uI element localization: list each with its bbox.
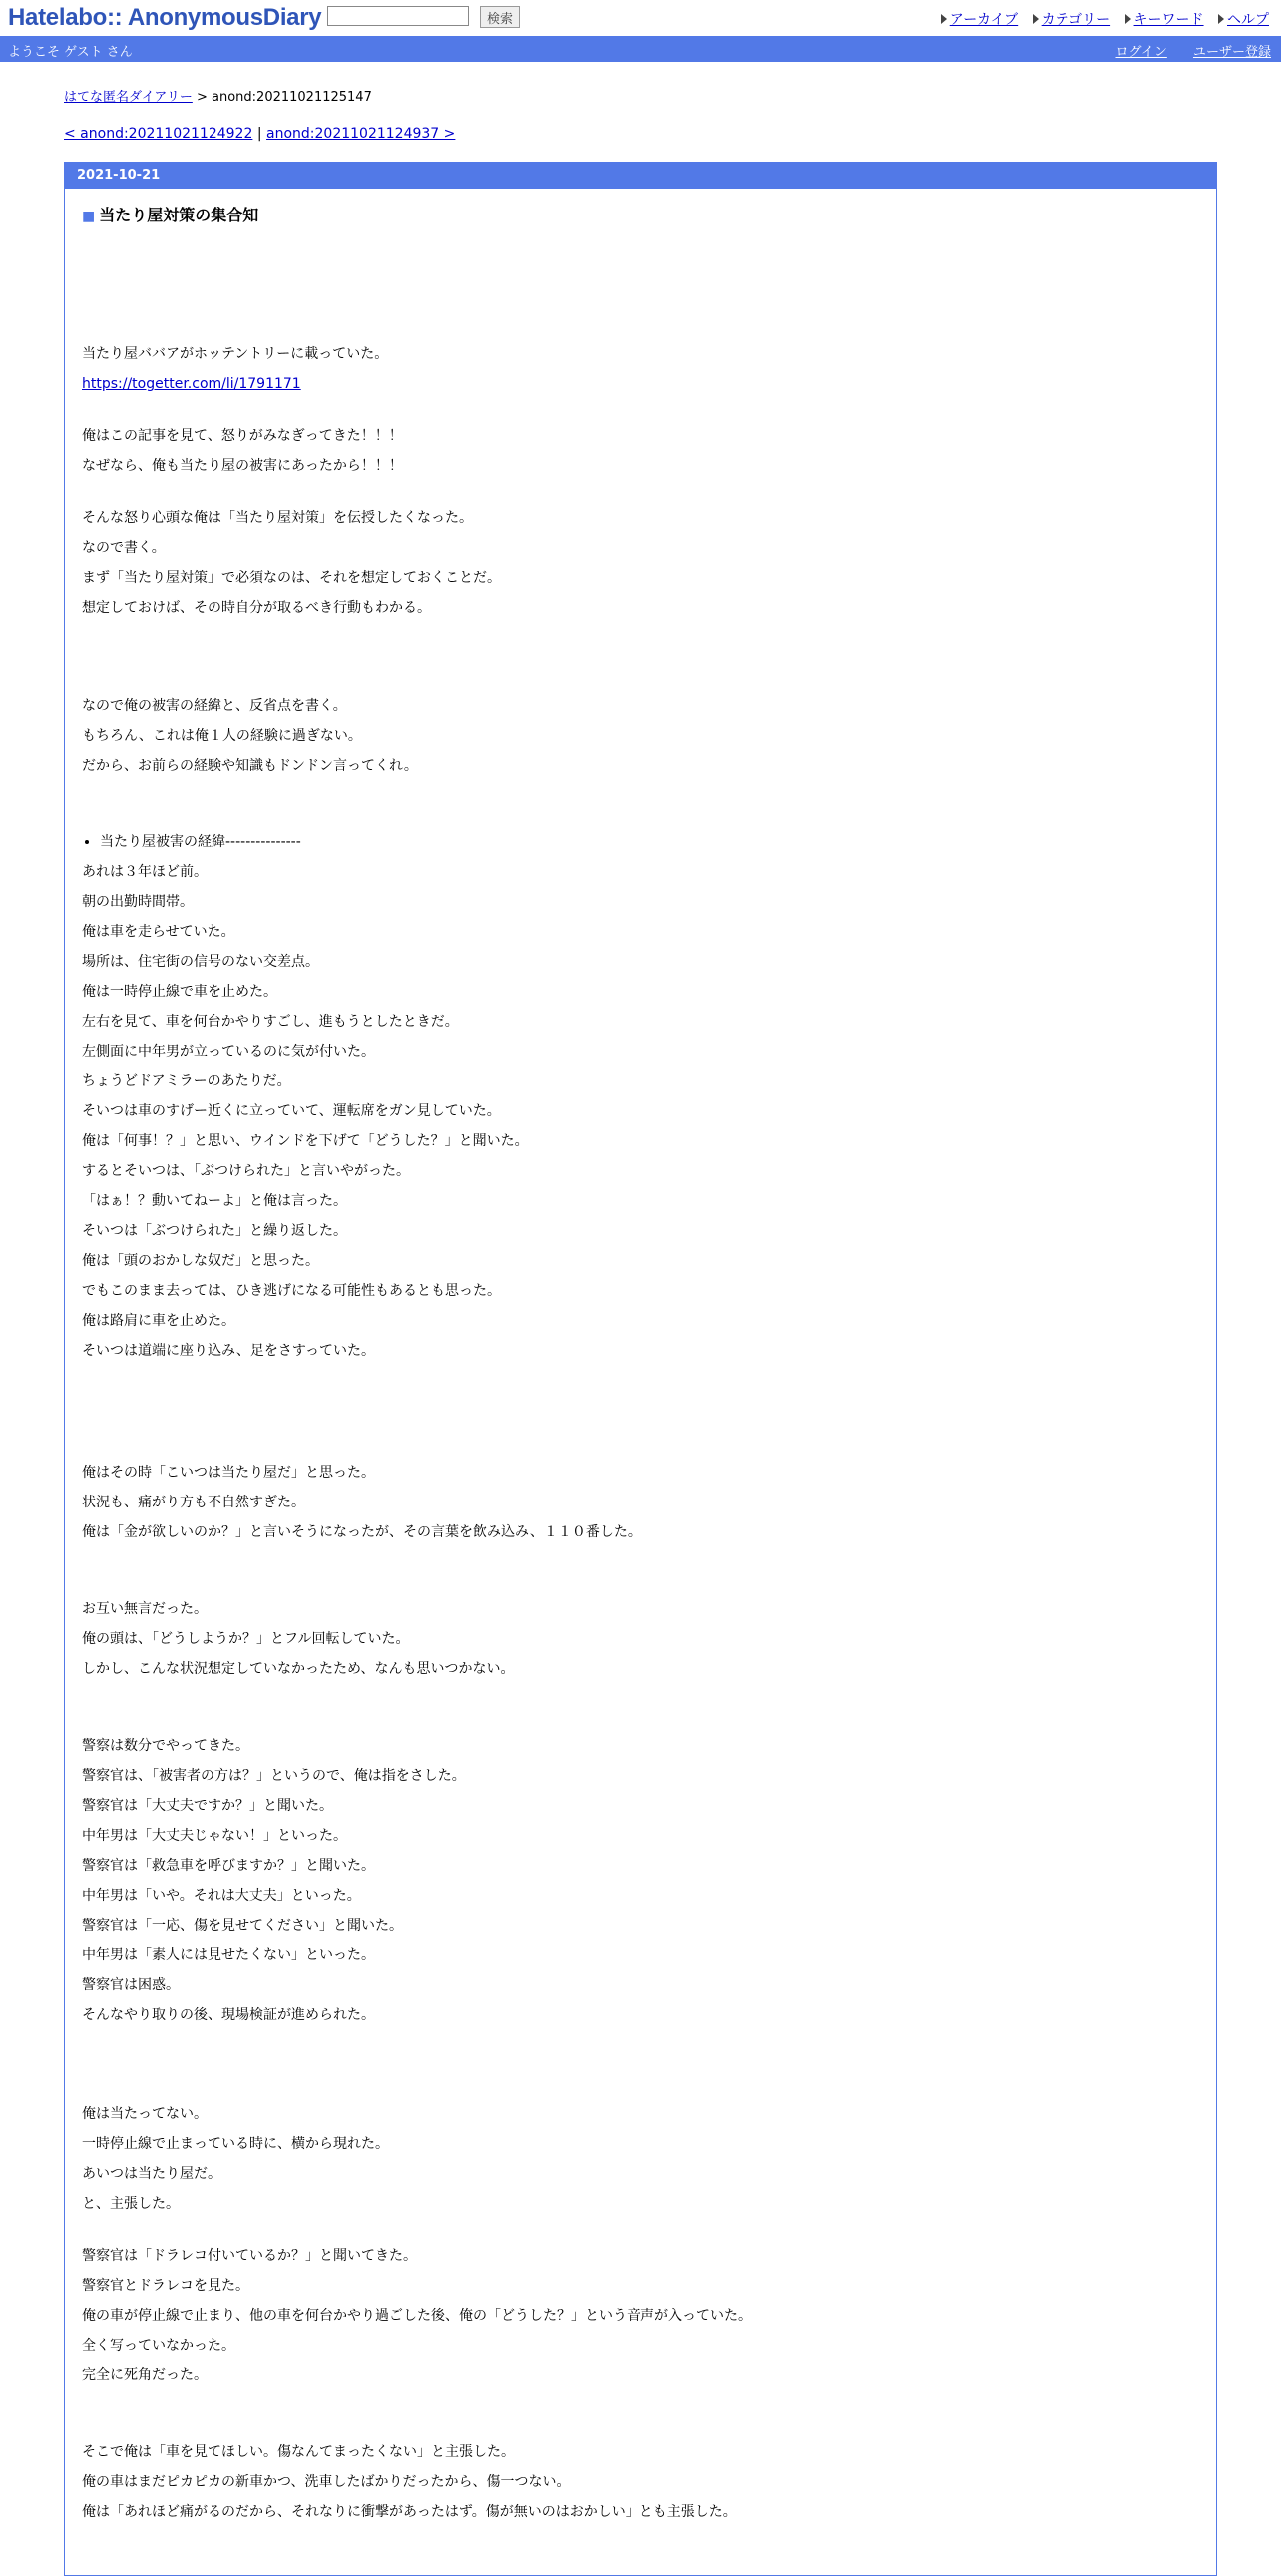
paragraph-9	[82, 2099, 1199, 2219]
square-anchor-icon[interactable]: ■	[82, 209, 96, 224]
nav-help-link[interactable]: ヘルプ	[1227, 12, 1269, 28]
entry-title	[82, 205, 1199, 227]
prev-entry-link[interactable]: < anond:20211021124922	[64, 126, 253, 142]
text-line: そこで俺は「車を見てほしい。傷なんてまったくない」と主張した。	[82, 2444, 515, 2460]
triangle-right-icon	[1218, 14, 1224, 24]
text-line: そいつは「ぶつけられた」と繰り返した。	[82, 1223, 347, 1239]
triangle-right-icon	[941, 14, 947, 24]
text-line	[82, 369, 1199, 399]
paragraph-10	[82, 2241, 1199, 2390]
next-entry-link[interactable]: anond:20211021124937 >	[266, 126, 456, 142]
day-section	[64, 162, 1217, 2576]
text-line: 俺は当たってない。	[82, 2106, 208, 2122]
paragraph-5	[82, 857, 1199, 1366]
text-line: しかし、こんな状況想定していなかったため、なんも思いつかない。	[82, 1661, 515, 1677]
site-logo[interactable]: Hatelabo:: AnonymousDiary	[8, 4, 322, 31]
text-line: 場所は、住宅街の信号のない交差点。	[82, 954, 319, 970]
search-input[interactable]	[327, 6, 469, 26]
text-line: あれは３年ほど前。	[82, 864, 208, 880]
text-line: 警察官は「ドラレコ付いているか？」と聞いてきた。	[82, 2248, 417, 2264]
text-line: 警察官は、「被害者の方は？」というので、俺は指をさした。	[82, 1768, 466, 1784]
nav-archive[interactable]	[941, 12, 1018, 28]
text-line: 警察官は「大丈夫ですか？」と聞いた。	[82, 1798, 333, 1814]
text-line: 俺は路肩に車を止めた。	[82, 1313, 235, 1329]
text-line: 俺は「金が欲しいのか？」と言いそうになったが、その言葉を飲み込み、１１０番した。	[82, 1524, 641, 1540]
text-line: 俺は「あれほど痛がるのだから、それなりに衝撃があったはず。傷が無いのはおかしい」とも主張した。	[82, 2504, 737, 2520]
text-line: 警察官は「一応、傷を見せてください」と聞いた。	[82, 1918, 403, 1933]
nav-keyword[interactable]	[1125, 12, 1204, 28]
paragraph-4	[82, 691, 1199, 781]
text-line: 左側面に中年男が立っているのに気が付いた。	[82, 1044, 375, 1060]
site-header	[0, 0, 1281, 36]
text-line: 俺はその時「こいつは当たり屋だ」と思った。	[82, 1465, 375, 1481]
breadcrumb-home-link[interactable]: はてな匿名ダイアリー	[64, 90, 193, 105]
welcome-text: ようこそ ゲスト さん	[8, 45, 133, 60]
top-nav	[931, 9, 1269, 29]
entry-title-text: 当たり屋対策の集合知	[99, 206, 259, 224]
login-link[interactable]: ログイン	[1115, 45, 1167, 60]
text-line: 中年男は「いや。それは大丈夫」といった。	[82, 1888, 361, 1904]
nav-category[interactable]	[1033, 12, 1110, 28]
triangle-right-icon	[1033, 14, 1039, 24]
text-line: 当たり屋ババアがホッテントリーに載っていた。	[82, 346, 389, 362]
text-line: だから、お前らの経験や知識もドンドン言ってくれ。	[82, 758, 418, 774]
entry-section	[65, 205, 1216, 2527]
search-button[interactable]: 検索	[480, 6, 520, 28]
text-line: でもこのまま去っては、ひき逃げになる可能性もあるとも思った。	[82, 1283, 501, 1299]
text-line: 全く写っていなかった。	[82, 2338, 235, 2354]
text-line: 俺は「何事！？」と思い、ウインドを下げて「どうした？」と聞いた。	[82, 1133, 529, 1149]
day-date: 2021-10-21	[65, 163, 1216, 189]
text-line: なので書く。	[82, 540, 166, 556]
pager	[64, 126, 455, 142]
nav-help[interactable]	[1218, 12, 1269, 28]
paragraph-1	[82, 339, 1199, 399]
triangle-right-icon	[1125, 14, 1131, 24]
text-line: 想定しておけば、その時自分が取るべき行動もわかる。	[82, 600, 431, 616]
text-line: 中年男は「素人には見せたくない」といった。	[82, 1947, 375, 1963]
text-line: 左右を見て、車を何台かやりすごし、進もうとしたときだ。	[82, 1014, 459, 1030]
text-line: 完全に死角だった。	[82, 2367, 208, 2383]
paragraph-11	[82, 2437, 1199, 2527]
text-line: 一時停止線で止まっている時に、横から現れた。	[82, 2136, 389, 2152]
register-link[interactable]: ユーザー登録	[1192, 45, 1271, 60]
text-line: もちろん、これは俺１人の経験に過ぎない。	[82, 728, 362, 744]
text-line: なぜなら、俺も当たり屋の被害にあったから！！！	[82, 458, 403, 474]
text-line: 俺は一時停止線で車を止めた。	[82, 984, 277, 1000]
paragraph-7	[82, 1594, 1199, 1684]
entry-body	[82, 227, 1199, 2527]
text-line: まず「当たり屋対策」で必須なのは、それを想定しておくことだ。	[82, 570, 501, 586]
paragraph-6	[82, 1458, 1199, 1547]
text-line: 俺はこの記事を見て、怒りがみなぎってきた！！！	[82, 428, 403, 444]
text-line: 警察官は「救急車を呼びますか？」と聞いた。	[82, 1858, 375, 1874]
nav-category-link[interactable]: カテゴリー	[1041, 12, 1111, 28]
nav-archive-link[interactable]: アーカイブ	[949, 12, 1019, 28]
bullet-list	[82, 827, 1199, 857]
text-line: 警察官は困惑。	[82, 1977, 180, 1993]
bullet-item: • 当たり屋被害の経緯---------------	[100, 827, 1199, 857]
nav-keyword-link[interactable]: キーワード	[1133, 12, 1204, 28]
text-line: 俺の車はまだピカピカの新車かつ、洗車したばかりだったから、傷一つない。	[82, 2474, 571, 2490]
paragraph-2	[82, 421, 1199, 481]
text-line: そんな怒り心頭な俺は「当たり屋対策」を伝授したくなった。	[82, 510, 473, 526]
text-line: 俺の車が停止線で止まり、他の車を何台かやり過ごした後、俺の「どうした？」という音声が入っていた。	[82, 2308, 752, 2324]
breadcrumb-current: anond:20211021125147	[212, 90, 372, 105]
text-line: そんなやり取りの後、現場検証が進められた。	[82, 2007, 375, 2023]
breadcrumb-separator: >	[192, 90, 213, 105]
togetter-link[interactable]: https://togetter.com/li/1791171	[82, 376, 301, 392]
text-line: 俺は車を走らせていた。	[82, 924, 235, 940]
text-line: 俺の頭は、「どうしようか？」とフル回転していた。	[82, 1631, 410, 1647]
text-line: 「はぁ！？動いてねーよ」と俺は言った。	[82, 1193, 347, 1209]
text-line: 俺は「頭のおかしな奴だ」と思った。	[82, 1253, 319, 1269]
text-line: そいつは道端に座り込み、足をさすっていた。	[82, 1343, 375, 1359]
text-line: と、主張した。	[82, 2196, 180, 2212]
text-line: 中年男は「大丈夫じゃない！」といった。	[82, 1828, 347, 1844]
text-line: 朝の出勤時間帯。	[82, 894, 194, 910]
text-line: そいつは車のすげー近くに立っていて、運転席をガン見していた。	[82, 1103, 501, 1119]
text-line: ちょうどドアミラーのあたりだ。	[82, 1073, 291, 1089]
text-line: あいつは当たり屋だ。	[82, 2166, 221, 2182]
user-bar	[0, 36, 1281, 62]
text-line: なので俺の被害の経緯と、反省点を書く。	[82, 698, 347, 714]
text-line: 警察官とドラレコを見た。	[82, 2278, 249, 2294]
paragraph-8	[82, 1731, 1199, 2030]
paragraph-3	[82, 503, 1199, 623]
text-line: 状況も、痛がり方も不自然すぎた。	[82, 1495, 305, 1510]
pager-separator: |	[252, 126, 267, 142]
text-line: するとそいつは、「ぶつけられた」と言いやがった。	[82, 1163, 410, 1179]
text-line: 警察は数分でやってきた。	[82, 1738, 249, 1754]
breadcrumb	[64, 86, 372, 105]
user-links	[1093, 41, 1271, 60]
text-line: お互い無言だった。	[82, 1601, 208, 1617]
